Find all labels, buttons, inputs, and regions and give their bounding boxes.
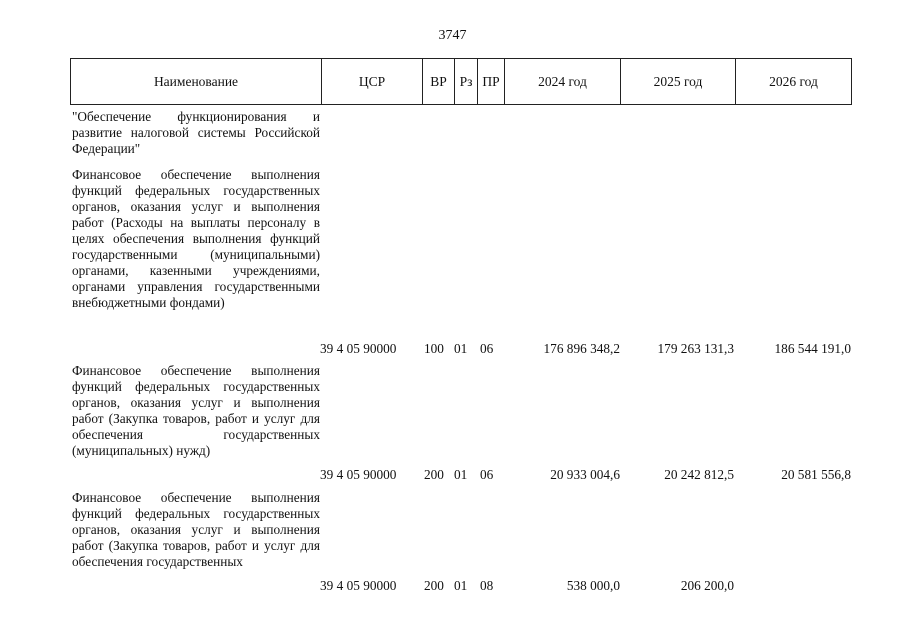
row-pr: 08: [480, 578, 494, 593]
row-2025: 20 242 812,5: [664, 467, 734, 482]
row-vr: 200: [424, 467, 444, 482]
header-2026: 2026 год: [735, 59, 851, 104]
row-pr: 06: [480, 341, 494, 356]
row-rz: 01: [454, 467, 468, 482]
header-2025: 2025 год: [620, 59, 735, 104]
row-2024: 538 000,0: [566, 578, 620, 593]
row-csr: 39 4 05 90000: [320, 578, 397, 593]
row-name: Финансовое обеспечение выполнения функций федеральных государственных органов, оказания услуг и выполнения работ (Закупка товаров, работ и услуг для обеспечения государственных: [72, 490, 320, 569]
table-header: [70, 58, 852, 105]
row-2024: 20 933 004,6: [550, 467, 620, 482]
header-csr: ЦСР: [321, 59, 422, 104]
header-rz: Рз: [454, 59, 477, 104]
row-2025: 179 263 131,3: [657, 341, 734, 356]
row-rz: 01: [454, 578, 468, 593]
header-2024: 2024 год: [504, 59, 620, 104]
row-2026: 186 544 191,0: [774, 341, 851, 356]
row-name: Финансовое обеспечение выполнения функций федеральных государственных органов, оказания услуг и выполнения работ (Закупка товаров, работ и услуг для обеспечения государственных (муниципальных) нужд): [72, 363, 320, 458]
row-rz: 01: [454, 341, 468, 356]
row-csr: 39 4 05 90000: [320, 341, 397, 356]
header-pr: ПР: [477, 59, 504, 104]
row-2026: 20 581 556,8: [781, 467, 851, 482]
row-csr: 39 4 05 90000: [320, 467, 397, 482]
row-2024: 176 896 348,2: [543, 341, 620, 356]
row-name: "Обеспечение функционирования и развитие налоговой системы Российской Федерации": [72, 109, 320, 156]
header-vr: ВР: [422, 59, 454, 104]
row-2025: 206 200,0: [680, 578, 734, 593]
row-vr: 200: [424, 578, 444, 593]
page-number: 3747: [438, 28, 467, 43]
row-pr: 06: [480, 467, 494, 482]
row-vr: 100: [424, 341, 444, 356]
row-name: Финансовое обеспечение выполнения функций федеральных государственных органов, оказания услуг и выполнения работ (Расходы на выплаты персоналу в целях обеспечения выполнения функций государственными (муниципальными) органами, казенными учреждениями, органами управления государственными внебюджетными фондами): [72, 167, 320, 310]
header-name: Наименование: [153, 73, 239, 89]
